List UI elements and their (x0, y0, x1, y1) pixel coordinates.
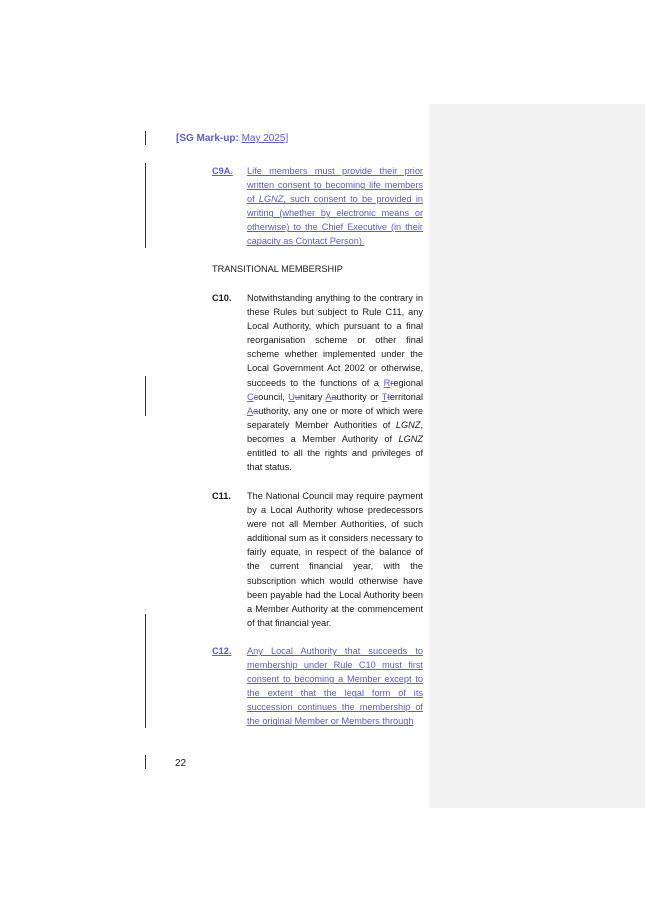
clause-number: C12. (212, 646, 232, 656)
clause-text: Notwithstanding anything to the contrary in these Rules but subject to Rule C11, any Local Authority, which pursuant to a final reorganisation scheme or other final scheme whether implemented under the Local Government Act 2002 or otherwise, succeeds to the functions of a Rregional Ccouncil, Uunitary Aauthority or Tterritorial Aauthority, any one or more of which were separately Member Authorities of LGNZ, becomes a Member Authority of LGNZ entitled to all the rights and privileges of that status. (247, 293, 423, 473)
clause-number: C9A. (212, 166, 233, 176)
clause-number: C10. (212, 293, 232, 303)
clause-text: The National Council may require payment by a Local Authority whose predecessors were not all Member Authorities, of such additional sum as it considers necessary to fairly equate, in respect of the balance of the current financial year, with the subscription which would otherwise have been payable had the Local Authority been a Member Authority at the commencement of that financial year. (247, 491, 423, 628)
markup-label: [SG Mark-up: (176, 133, 239, 144)
comment-pane (429, 104, 645, 808)
change-bar-pagenum (145, 755, 146, 769)
change-bar-markup (145, 131, 146, 145)
change-bar-c9a (145, 163, 146, 248)
markup-date: May 2025] (241, 133, 289, 144)
section-heading: TRANSITIONAL MEMBERSHIP (212, 264, 343, 274)
clause-text: Any Local Authority that succeeds to membership under Rule C10 must first consent to becoming a Member except to the extent that the legal form of its succession continues the membership of the original Member or Members through (247, 646, 423, 727)
change-bar-c10 (145, 376, 146, 416)
clause-text: Life members must provide their prior written consent to becoming life members of LGNZ, such consent to be provided in writing (whether by electronic means or otherwise) to the Chief Executive (in their capacity as Contact Person). (247, 166, 424, 247)
change-bar-c12 (145, 614, 146, 728)
clause-number: C11. (212, 491, 231, 501)
page-number: 22 (175, 758, 187, 769)
markup-header (176, 133, 288, 144)
